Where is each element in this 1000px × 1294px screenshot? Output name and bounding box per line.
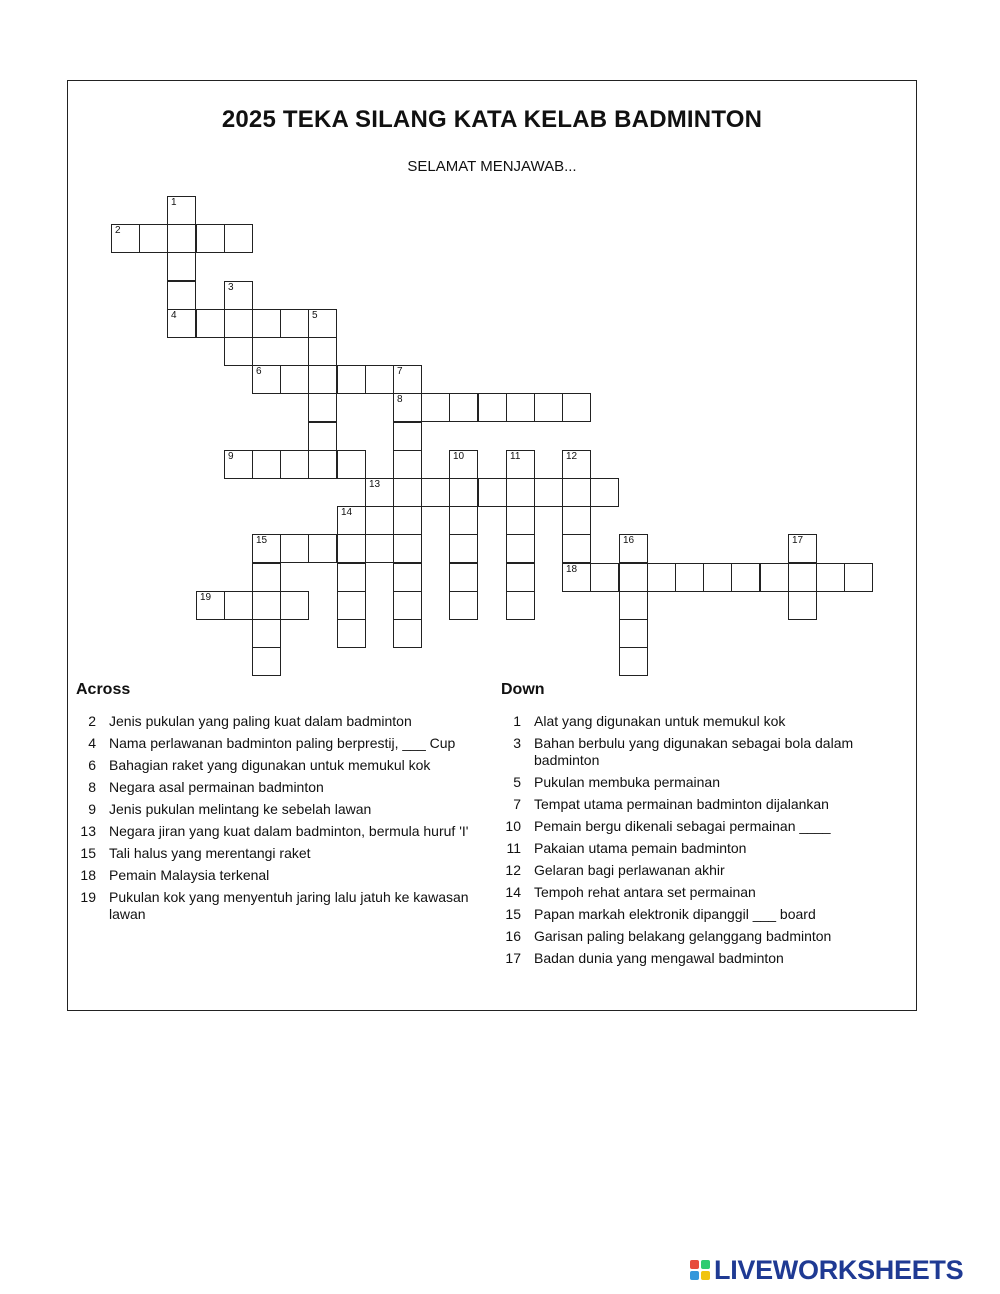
crossword-cell[interactable] — [449, 478, 478, 507]
crossword-cell[interactable] — [788, 591, 817, 620]
clue-text: Papan markah elektronik dipanggil ___ board — [534, 906, 816, 922]
crossword-cell[interactable] — [393, 478, 422, 507]
letter-input[interactable] — [140, 225, 167, 252]
crossword-cell[interactable] — [478, 393, 507, 422]
crossword-cell[interactable] — [506, 506, 535, 535]
down-clue — [501, 713, 881, 730]
letter-input[interactable] — [422, 394, 449, 421]
clue-number-label: 12 — [566, 451, 578, 462]
letter-input[interactable] — [394, 423, 421, 450]
crossword-cell[interactable] — [393, 534, 422, 563]
letter-input[interactable] — [197, 225, 224, 252]
across-clue — [76, 801, 491, 818]
crossword-cell[interactable] — [308, 534, 337, 563]
letter-input[interactable] — [394, 394, 421, 421]
crossword-cell[interactable] — [675, 563, 704, 592]
clue-number: 1 — [513, 713, 521, 729]
letter-input[interactable] — [845, 564, 872, 591]
down-clue-list — [501, 713, 881, 972]
crossword-cell[interactable] — [252, 619, 281, 648]
clue-number: 14 — [505, 884, 521, 900]
letter-input[interactable] — [112, 225, 139, 252]
letter-input[interactable] — [366, 535, 393, 562]
crossword-cell[interactable] — [449, 591, 478, 620]
clue-number: 13 — [80, 823, 96, 839]
crossword-cell[interactable] — [506, 563, 535, 592]
letter-input[interactable] — [394, 564, 421, 591]
crossword-cell[interactable] — [252, 534, 281, 563]
across-clue — [76, 845, 491, 862]
page-title: 2025 TEKA SILANG KATA KELAB BADMINTON — [221, 106, 763, 133]
crossword-cell[interactable] — [562, 393, 591, 422]
across-clue — [76, 867, 491, 884]
crossword-cell[interactable] — [252, 647, 281, 676]
letter-input[interactable] — [309, 338, 336, 365]
crossword-cell[interactable] — [196, 591, 225, 620]
clue-number-label: 18 — [566, 564, 578, 575]
crossword-cell[interactable] — [506, 591, 535, 620]
letter-input[interactable] — [338, 564, 365, 591]
across-clue — [76, 823, 491, 840]
crossword-cell[interactable] — [619, 563, 648, 592]
crossword-cell[interactable] — [224, 591, 253, 620]
letter-input[interactable] — [450, 564, 477, 591]
page-subtitle: SELAMAT MENJAWAB... — [407, 158, 577, 175]
letter-input[interactable] — [507, 564, 534, 591]
letter-input[interactable] — [225, 451, 252, 478]
letter-input[interactable] — [253, 564, 280, 591]
clue-number-label: 13 — [369, 479, 381, 490]
letter-input[interactable] — [338, 620, 365, 647]
letter-input[interactable] — [620, 564, 647, 591]
clue-number: 11 — [506, 840, 521, 856]
crossword-cell[interactable] — [337, 563, 366, 592]
letter-input[interactable] — [450, 451, 477, 478]
letter-input[interactable] — [648, 564, 675, 591]
letter-input[interactable] — [620, 535, 647, 562]
crossword-cell[interactable] — [393, 563, 422, 592]
letter-input[interactable] — [338, 592, 365, 619]
letter-input[interactable] — [507, 394, 534, 421]
crossword-cell[interactable] — [224, 281, 253, 310]
letter-input[interactable] — [507, 451, 534, 478]
letter-input[interactable] — [704, 564, 731, 591]
letter-input[interactable] — [620, 592, 647, 619]
crossword-cell[interactable] — [365, 534, 394, 563]
letter-input[interactable] — [366, 479, 393, 506]
letter-input[interactable] — [394, 535, 421, 562]
clue-text: Pemain Malaysia terkenal — [109, 867, 270, 883]
crossword-cell[interactable] — [196, 309, 225, 338]
letter-input[interactable] — [309, 394, 336, 421]
clue-number: 9 — [88, 801, 96, 817]
down-clue — [501, 906, 881, 923]
crossword-cell[interactable] — [280, 365, 309, 394]
logo-square — [701, 1260, 710, 1269]
letter-input[interactable] — [281, 451, 308, 478]
letter-input[interactable] — [253, 648, 280, 675]
down-clue — [501, 884, 881, 901]
crossword-cell[interactable] — [421, 393, 450, 422]
down-clue — [501, 950, 881, 967]
crossword-cell[interactable] — [224, 337, 253, 366]
letter-input[interactable] — [225, 310, 252, 337]
clue-number: 19 — [80, 889, 96, 905]
crossword-cell[interactable] — [337, 365, 366, 394]
crossword-cell[interactable] — [337, 506, 366, 535]
crossword-cell[interactable] — [619, 619, 648, 648]
crossword-cell[interactable] — [506, 534, 535, 563]
clue-text: Pemain bergu dikenali sebagai permainan ____ — [534, 818, 831, 834]
crossword-cell[interactable] — [590, 478, 619, 507]
letter-input[interactable] — [168, 282, 195, 309]
letter-input[interactable] — [253, 592, 280, 619]
liveworksheets-logo-icon — [690, 1260, 710, 1280]
across-clue — [76, 757, 491, 774]
liveworksheets-logo — [690, 1255, 963, 1285]
letter-input[interactable] — [394, 592, 421, 619]
clue-number: 10 — [505, 818, 521, 834]
letter-input[interactable] — [253, 310, 280, 337]
clue-number-label: 1 — [171, 197, 177, 208]
clue-number: 18 — [80, 867, 96, 883]
crossword-cell[interactable] — [449, 506, 478, 535]
down-clue — [501, 840, 881, 857]
crossword-cell[interactable] — [280, 534, 309, 563]
letter-input[interactable] — [450, 507, 477, 534]
clue-number: 15 — [505, 906, 521, 922]
down-heading: Down — [501, 681, 545, 698]
clue-text: Alat yang digunakan untuk memukul kok — [534, 713, 786, 729]
logo-square — [701, 1271, 710, 1280]
letter-input[interactable] — [168, 310, 195, 337]
down-clue — [501, 774, 881, 791]
clue-text: Tempoh rehat antara set permainan — [534, 884, 756, 900]
letter-input[interactable] — [422, 479, 449, 506]
crossword-cell[interactable] — [308, 309, 337, 338]
letter-input[interactable] — [281, 592, 308, 619]
letter-input[interactable] — [338, 535, 365, 562]
letter-input[interactable] — [225, 282, 252, 309]
crossword-cell[interactable] — [308, 365, 337, 394]
crossword-cell[interactable] — [337, 450, 366, 479]
clue-number: 5 — [513, 774, 521, 790]
letter-input[interactable] — [507, 535, 534, 562]
crossword-cell[interactable] — [506, 478, 535, 507]
crossword-cell[interactable] — [816, 563, 845, 592]
clue-text: Pakaian utama pemain badminton — [534, 840, 747, 856]
letter-input[interactable] — [450, 535, 477, 562]
clue-text: Gelaran bagi perlawanan akhir — [534, 862, 725, 878]
crossword-cell[interactable] — [224, 309, 253, 338]
clue-text: Tempat utama permainan badminton dijalankan — [534, 796, 829, 812]
letter-input[interactable] — [620, 620, 647, 647]
letter-input[interactable] — [479, 479, 506, 506]
letter-input[interactable] — [620, 648, 647, 675]
crossword-cell[interactable] — [449, 534, 478, 563]
letter-input[interactable] — [676, 564, 703, 591]
letter-input[interactable] — [197, 592, 224, 619]
crossword-cell[interactable] — [308, 422, 337, 451]
letter-input[interactable] — [309, 366, 336, 393]
across-clue — [76, 779, 491, 796]
crossword-cell[interactable] — [393, 450, 422, 479]
crossword-cell[interactable] — [308, 450, 337, 479]
letter-input[interactable] — [507, 479, 534, 506]
letter-input[interactable] — [563, 479, 590, 506]
crossword-cell[interactable] — [421, 478, 450, 507]
letter-input[interactable] — [309, 423, 336, 450]
letter-input[interactable] — [253, 620, 280, 647]
clue-number-label: 7 — [397, 366, 403, 377]
letter-input[interactable] — [563, 451, 590, 478]
letter-input[interactable] — [281, 310, 308, 337]
clue-text: Negara jiran yang kuat dalam badminton, bermula huruf 'I' — [109, 823, 469, 839]
letter-input[interactable] — [789, 592, 816, 619]
letter-input[interactable] — [253, 451, 280, 478]
letter-input[interactable] — [507, 507, 534, 534]
clue-number-label: 9 — [228, 451, 234, 462]
crossword-cell[interactable] — [562, 506, 591, 535]
clue-text: Jenis pukulan yang paling kuat dalam badminton — [109, 713, 412, 729]
letter-input[interactable] — [281, 366, 308, 393]
crossword-cell[interactable] — [280, 309, 309, 338]
crossword-cell[interactable] — [562, 450, 591, 479]
letter-input[interactable] — [253, 535, 280, 562]
crossword-cell[interactable] — [167, 281, 196, 310]
letter-input[interactable] — [563, 535, 590, 562]
letter-input[interactable] — [225, 225, 252, 252]
letter-input[interactable] — [168, 253, 195, 280]
clue-number: 16 — [505, 928, 521, 944]
crossword-cell[interactable] — [788, 534, 817, 563]
across-clue — [76, 735, 491, 752]
crossword-cell[interactable] — [619, 591, 648, 620]
crossword-cell[interactable] — [167, 252, 196, 281]
clue-number-label: 6 — [256, 366, 262, 377]
letter-input[interactable] — [789, 564, 816, 591]
letter-input[interactable] — [394, 507, 421, 534]
clue-text: Jenis pukulan melintang ke sebelah lawan — [109, 801, 372, 817]
letter-input[interactable] — [197, 310, 224, 337]
crossword-cell[interactable] — [111, 224, 140, 253]
letter-input[interactable] — [450, 394, 477, 421]
letter-input[interactable] — [535, 479, 562, 506]
letter-input[interactable] — [366, 366, 393, 393]
letter-input[interactable] — [479, 394, 506, 421]
letter-input[interactable] — [309, 451, 336, 478]
clue-number: 17 — [505, 950, 521, 966]
clue-text: Garisan paling belakang gelanggang badminton — [534, 928, 832, 944]
crossword-cell[interactable] — [196, 224, 225, 253]
crossword-cell[interactable] — [308, 393, 337, 422]
clue-number-label: 4 — [171, 310, 177, 321]
crossword-cell[interactable] — [393, 365, 422, 394]
clue-text: Pukulan membuka permainan — [534, 774, 720, 790]
clue-number-label: 11 — [510, 451, 521, 462]
crossword-cell[interactable] — [167, 196, 196, 225]
clue-text: Bahan berbulu yang digunakan sebagai bola dalam badminton — [534, 735, 854, 768]
letter-input[interactable] — [761, 564, 788, 591]
letter-input[interactable] — [394, 451, 421, 478]
letter-input[interactable] — [309, 535, 336, 562]
crossword-cell[interactable] — [280, 450, 309, 479]
crossword-cell[interactable] — [506, 393, 535, 422]
liveworksheets-logo-text: LIVEWORKSHEETS — [714, 1254, 964, 1285]
across-clue — [76, 889, 491, 923]
crossword-cell[interactable] — [252, 563, 281, 592]
letter-input[interactable] — [450, 479, 477, 506]
letter-input[interactable] — [168, 225, 195, 252]
clue-number-label: 19 — [200, 592, 212, 603]
crossword-cell[interactable] — [393, 619, 422, 648]
crossword-cell[interactable] — [308, 337, 337, 366]
crossword-cell[interactable] — [252, 365, 281, 394]
crossword-cell[interactable] — [252, 591, 281, 620]
crossword-cell[interactable] — [760, 563, 789, 592]
clue-number: 3 — [513, 735, 521, 751]
clue-number-label: 17 — [792, 535, 804, 546]
crossword-cell[interactable] — [365, 365, 394, 394]
letter-input[interactable] — [281, 535, 308, 562]
letter-input[interactable] — [507, 592, 534, 619]
down-clue — [501, 928, 881, 945]
crossword-cell[interactable] — [252, 450, 281, 479]
clue-number: 12 — [505, 862, 521, 878]
letter-input[interactable] — [789, 535, 816, 562]
crossword-cell[interactable] — [562, 478, 591, 507]
crossword-cell[interactable] — [788, 563, 817, 592]
clue-number-label: 10 — [453, 451, 465, 462]
clue-number-label: 3 — [228, 282, 234, 293]
letter-input[interactable] — [817, 564, 844, 591]
letter-input[interactable] — [394, 479, 421, 506]
clue-number-label: 14 — [341, 507, 353, 518]
letter-input[interactable] — [225, 338, 252, 365]
clue-text: Bahagian raket yang digunakan untuk memukul kok — [109, 757, 431, 773]
crossword-cell[interactable] — [506, 450, 535, 479]
letter-input[interactable] — [563, 507, 590, 534]
crossword-cell[interactable] — [167, 224, 196, 253]
clue-number-label: 5 — [312, 310, 318, 321]
letter-input[interactable] — [450, 592, 477, 619]
clue-number: 15 — [80, 845, 96, 861]
down-clue — [501, 818, 881, 835]
crossword-cell[interactable] — [478, 478, 507, 507]
logo-square — [690, 1271, 699, 1280]
letter-input[interactable] — [535, 394, 562, 421]
crossword-cell[interactable] — [449, 450, 478, 479]
letter-input[interactable] — [253, 366, 280, 393]
down-clue — [501, 735, 881, 769]
across-heading: Across — [76, 681, 131, 698]
crossword-cell[interactable] — [224, 450, 253, 479]
letter-input[interactable] — [563, 564, 590, 591]
crossword-cell[interactable] — [731, 563, 760, 592]
letter-input[interactable] — [591, 479, 618, 506]
clue-text: Badan dunia yang mengawal badminton — [534, 950, 784, 966]
crossword-cell[interactable] — [449, 563, 478, 592]
across-clue — [76, 713, 491, 730]
clue-text: Negara asal permainan badminton — [109, 779, 324, 795]
clue-number: 4 — [88, 735, 96, 751]
letter-input[interactable] — [591, 564, 618, 591]
crossword-cell[interactable] — [139, 224, 168, 253]
crossword-cell[interactable] — [562, 563, 591, 592]
crossword-cell[interactable] — [619, 534, 648, 563]
crossword-cell[interactable] — [449, 393, 478, 422]
across-clue-list — [76, 713, 491, 928]
crossword-cell[interactable] — [280, 591, 309, 620]
crossword-cell[interactable] — [844, 563, 873, 592]
crossword-cell[interactable] — [365, 478, 394, 507]
crossword-cell[interactable] — [393, 422, 422, 451]
clue-number: 2 — [88, 713, 96, 729]
clue-number-label: 8 — [397, 394, 403, 405]
down-clue — [501, 796, 881, 813]
crossword-cell[interactable] — [534, 393, 563, 422]
crossword-cell[interactable] — [703, 563, 732, 592]
crossword-cell[interactable] — [393, 393, 422, 422]
clue-text: Pukulan kok yang menyentuh jaring lalu jatuh ke kawasan lawan — [109, 889, 469, 922]
crossword-cell[interactable] — [534, 478, 563, 507]
letter-input[interactable] — [732, 564, 759, 591]
crossword-cell[interactable] — [337, 591, 366, 620]
crossword-cell[interactable] — [393, 506, 422, 535]
clue-number: 8 — [88, 779, 96, 795]
crossword-cell[interactable] — [224, 224, 253, 253]
crossword-cell[interactable] — [167, 309, 196, 338]
crossword-cell[interactable] — [337, 619, 366, 648]
crossword-cell[interactable] — [562, 534, 591, 563]
letter-input[interactable] — [338, 507, 365, 534]
crossword-cell[interactable] — [337, 534, 366, 563]
logo-square — [690, 1260, 699, 1269]
letter-input[interactable] — [338, 366, 365, 393]
clue-number: 6 — [88, 757, 96, 773]
letter-input[interactable] — [394, 620, 421, 647]
crossword-cell[interactable] — [590, 563, 619, 592]
letter-input[interactable] — [338, 451, 365, 478]
letter-input[interactable] — [309, 310, 336, 337]
crossword-cell[interactable] — [647, 563, 676, 592]
clue-text: Tali halus yang merentangi raket — [109, 845, 311, 861]
clue-number-label: 16 — [623, 535, 635, 546]
letter-input[interactable] — [225, 592, 252, 619]
letter-input[interactable] — [394, 366, 421, 393]
crossword-cell[interactable] — [252, 309, 281, 338]
letter-input[interactable] — [563, 394, 590, 421]
clue-number-label: 2 — [115, 225, 121, 236]
clue-number-label: 15 — [256, 535, 268, 546]
clue-number: 7 — [513, 796, 521, 812]
crossword-cell[interactable] — [393, 591, 422, 620]
letter-input[interactable] — [168, 197, 195, 224]
down-clue — [501, 862, 881, 879]
clue-text: Nama perlawanan badminton paling berprestij, ___ Cup — [109, 735, 456, 751]
crossword-cell[interactable] — [619, 647, 648, 676]
